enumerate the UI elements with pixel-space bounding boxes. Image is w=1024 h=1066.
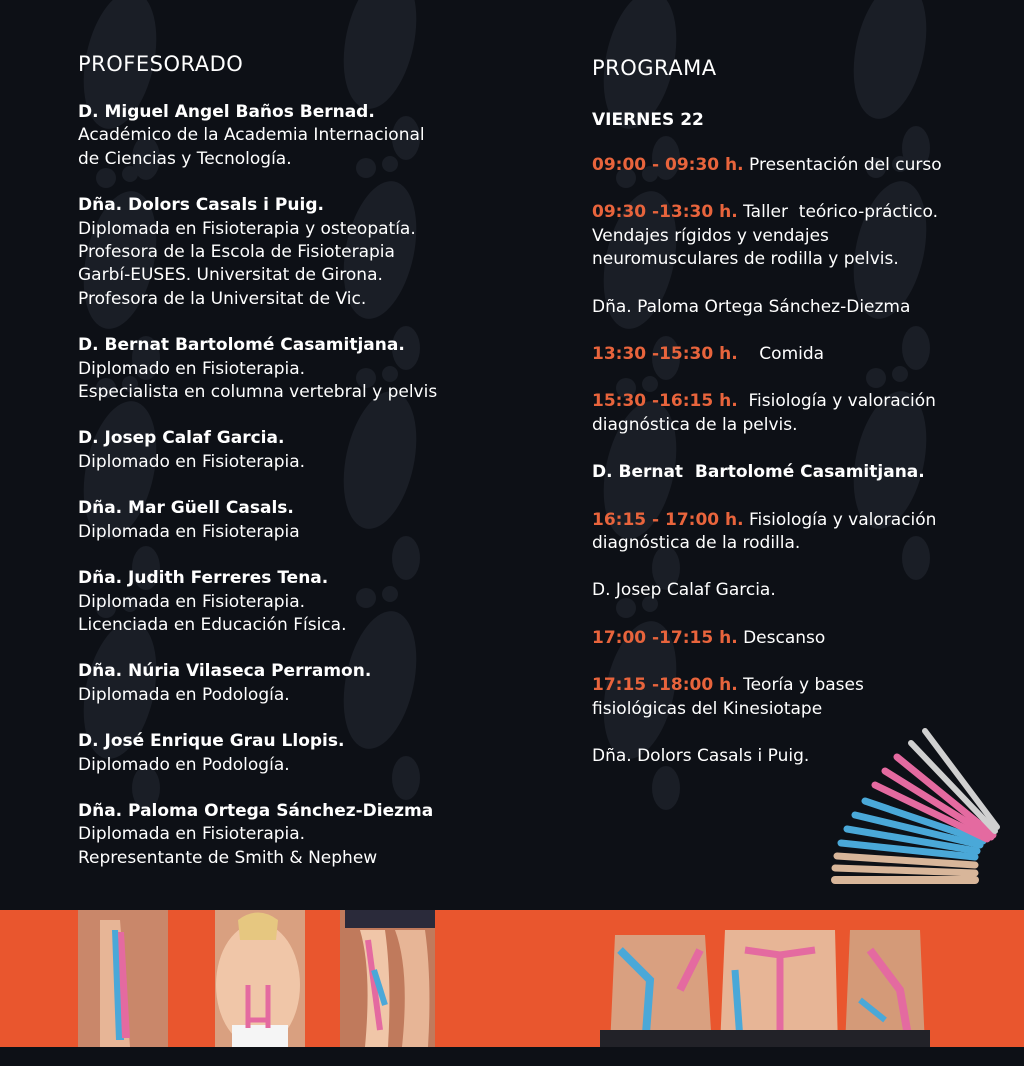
programa-time: 15:30 -16:15 h. [592,391,738,412]
programa-activity-detail: diagnóstica de la pelvis. [592,414,798,435]
profesor-entry [78,427,548,474]
profesor-credential: Garbí-EUSES. Universitat de Girona. [78,265,383,286]
profesor-credential: Diplomada en Fisioterapia. [78,824,306,845]
programa-activity: Fisiología y valoración [743,509,937,530]
profesor-name: D. Josep Calaf Garcia. [78,428,285,449]
profesor-credential: Diplomada en Podología. [78,684,290,705]
programa-time: 13:30 -15:30 h. [592,344,738,365]
profesorado-list [78,101,548,870]
profesor-credential: Diplomada en Fisioterapia. [78,591,306,612]
programa-activity-detail: diagnóstica de la rodilla. [592,533,801,554]
profesor-entry [78,334,548,404]
programa-item [592,296,1012,319]
profesorado-heading: PROFESORADO [78,52,244,76]
programa-item [592,343,1012,366]
profesor-credential: Diplomado en Podología. [78,754,290,775]
programa-activity: Comida [737,344,825,365]
programa-item [592,674,1012,721]
taping-photos-image [0,910,1024,1047]
programa-heading: PROGRAMA [592,56,717,80]
profesor-entry [78,567,548,637]
programa-time: 09:00 - 09:30 h. [592,155,744,175]
programa-activity-detail: neuromusculares de rodilla y pelvis. [592,249,899,270]
profesor-name: D. José Enrique Grau Llopis. [78,731,345,752]
profesor-credential: Académico de la Academia Internacional [78,125,425,146]
profesor-name: Dña. Paloma Ortega Sánchez-Diezma [78,800,434,821]
programa-time: 17:00 -17:15 h. [592,627,738,648]
programa-activity: Fisiología y valoración [737,391,936,412]
programa-activity: Descanso [737,627,826,648]
profesor-credential: Representante de Smith & Nephew [78,847,378,868]
programa-list [592,154,1012,769]
kinesio-tape-fan-image [825,725,1024,895]
programa-day: VIERNES 22 [592,110,704,130]
profesor-entry [78,101,548,171]
profesor-credential: Diplomada en Fisioterapia [78,521,300,542]
profesor-entry [78,730,548,777]
profesor-name: Dña. Dolors Casals i Puig. [78,195,324,216]
programa-speaker: Dña. Paloma Ortega Sánchez-Diezma [592,296,911,317]
programa-activity-detail: Vendajes rígidos y vendajes [592,225,829,246]
programa-item [592,579,1012,602]
profesor-name: D. Bernat Bartolomé Casamitjana. [78,335,405,356]
profesor-entry [78,660,548,707]
profesor-credential: Profesora de la Escola de Fisioterapia [78,242,395,263]
profesor-credential: Especialista en columna vertebral y pelvis [78,382,438,403]
programa-item [592,201,1012,271]
profesor-credential: Profesora de la Universitat de Vic. [78,288,367,309]
profesor-credential: de Ciencias y Tecnología. [78,148,292,169]
programa-item [592,154,1012,177]
profesor-name: D. Miguel Angel Baños Bernad. [78,102,375,122]
programa-item [592,461,1012,484]
profesor-credential: Diplomada en Fisioterapia y osteopatía. [78,218,416,239]
profesor-name: Dña. Núria Vilaseca Perramon. [78,661,372,682]
profesor-entry [78,194,548,311]
profesorado-column [78,52,548,893]
programa-item [592,627,1012,650]
programa-speaker: Dña. Dolors Casals i Puig. [592,746,810,767]
programa-activity-detail: fisiológicas del Kinesiotape [592,698,823,719]
profesor-entry [78,800,548,870]
photo-banner [0,910,1024,1047]
profesor-credential: Diplomado en Fisioterapia. [78,358,306,379]
programa-time: 16:15 - 17:00 h. [592,509,744,530]
profesor-credential: Diplomado en Fisioterapia. [78,451,306,472]
programa-column [592,52,1012,793]
programa-activity: Taller teórico-práctico. [737,202,939,223]
programa-speaker: D. Bernat Bartolomé Casamitjana. [592,462,925,483]
profesor-entry [78,497,548,544]
programa-activity: Presentación del curso [743,155,942,175]
profesor-credential: Licenciada en Educación Física. [78,614,347,635]
profesor-name: Dña. Mar Güell Casals. [78,498,294,519]
programa-speaker: D. Josep Calaf Garcia. [592,580,776,601]
programa-time: 09:30 -13:30 h. [592,202,738,223]
programa-item [592,509,1012,556]
profesor-name: Dña. Judith Ferreres Tena. [78,568,329,589]
programa-item [592,390,1012,437]
programa-time: 17:15 -18:00 h. [592,675,738,696]
programa-activity: Teoría y bases [737,675,864,696]
footer-bar [0,1047,1024,1066]
